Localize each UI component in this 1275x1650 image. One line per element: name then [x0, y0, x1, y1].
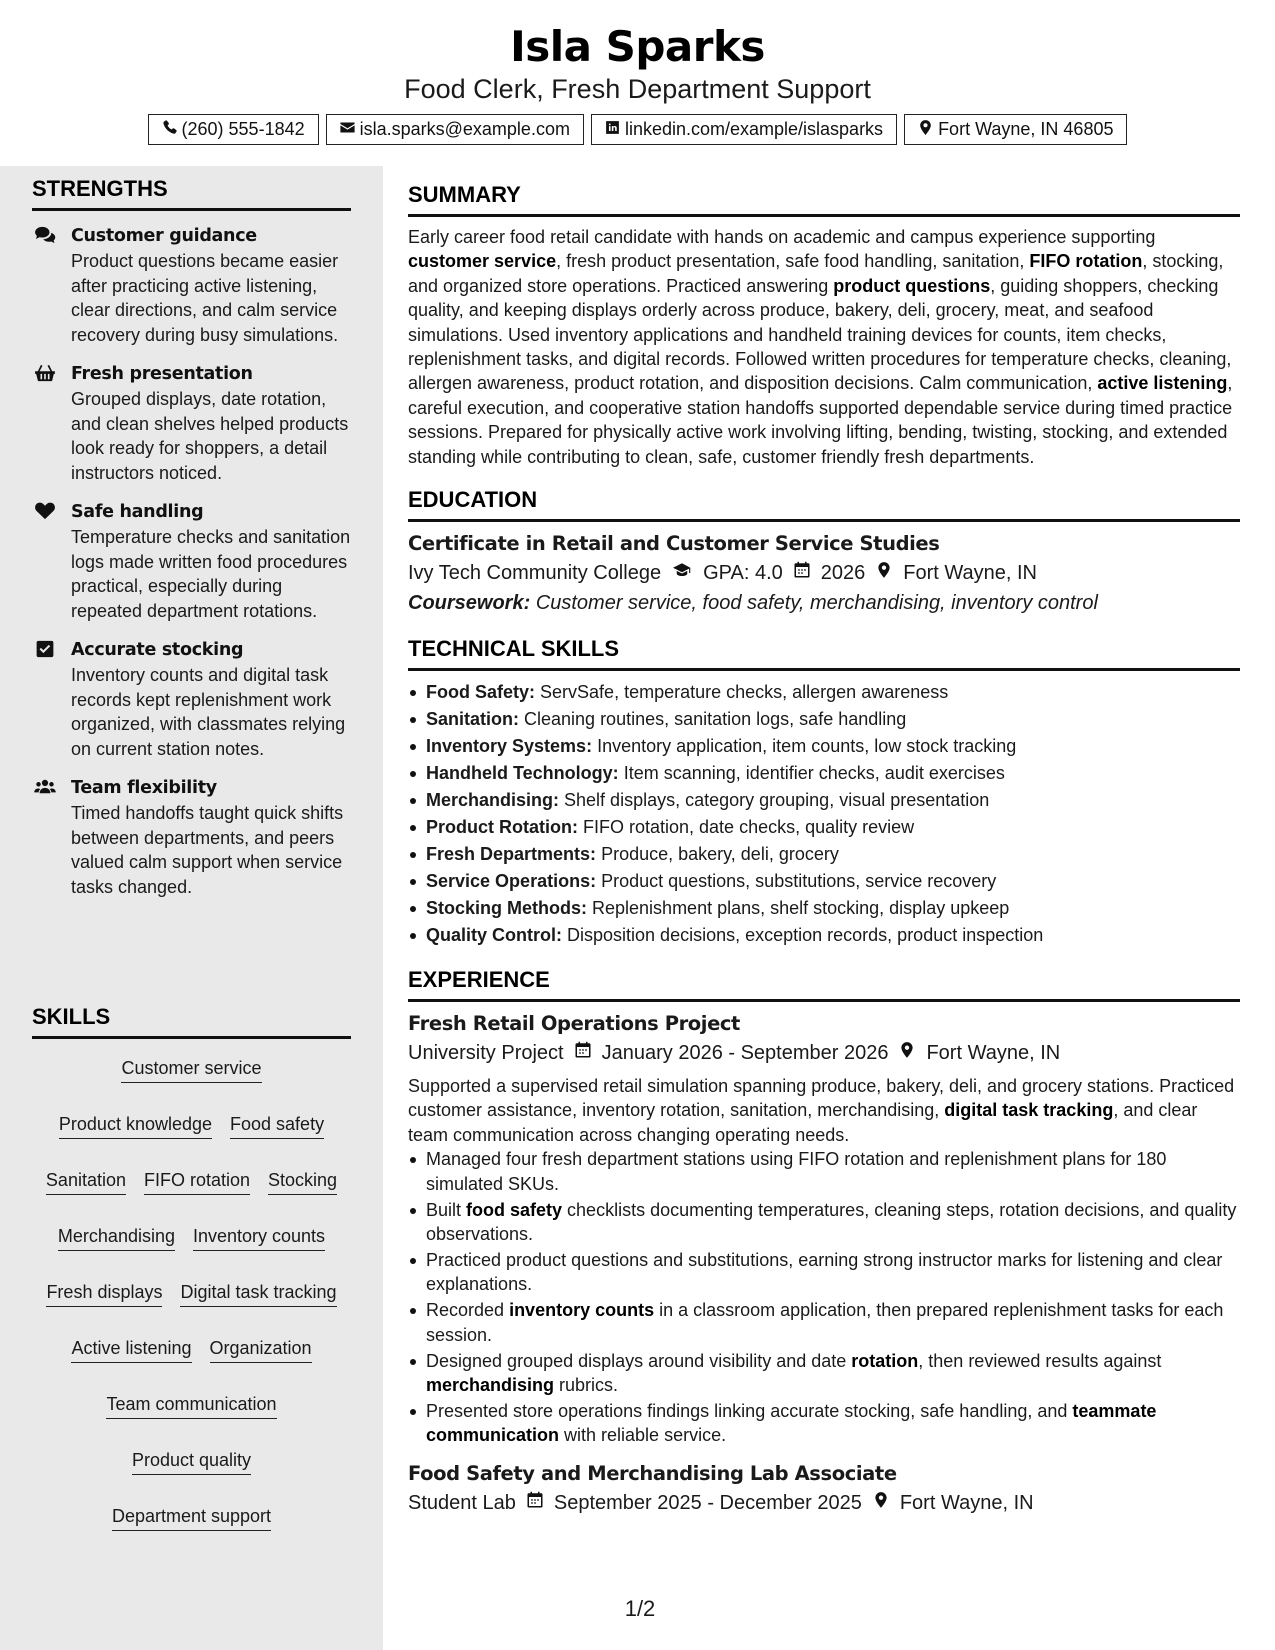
heart-icon: [34, 502, 56, 520]
skills-heading: SKILLS: [32, 1004, 351, 1039]
summary-text: Early career food retail candidate with hands on academic and campus experience supporting customer service, fresh product presentation, safe food handling, sanitation, FIFO rotation, stocking, and organized store operations. Practiced answering product questions, guiding shoppers, checking quality, and keeping displays orderly across produce, bakery, deli, grocery, meat, and seafood simulations. Used inventory applications and handheld training devices for counts, item checks, replenishment tasks, and digital records. Followed written procedures for temperature checks, cleaning, allergen awareness, product rotation, and disposition decisions. Calm communication, active listening, careful execution, and cooperative station handoffs supported dependable service during timed practice sessions. Prepared for physically active work involving lifting, bending, twisting, stocking, and extended standing while contributing to clean, safe, customer friendly fresh departments.: [408, 227, 1233, 467]
list-item: Quality Control: Disposition decisions, exception records, product inspection: [408, 922, 1240, 949]
candidate-name: Isla Sparks: [510, 22, 765, 71]
job-location: Fort Wayne, IN: [899, 1491, 1034, 1514]
coursework-text: Customer service, food safety, merchandising, inventory control: [535, 592, 1098, 615]
technical-skills-heading: TECHNICAL SKILLS: [408, 636, 1240, 671]
skill-tag: Customer service: [121, 1057, 261, 1083]
list-item: Inventory Systems: Inventory application, item counts, low stock tracking: [408, 733, 1240, 760]
experience-heading: EXPERIENCE: [408, 967, 1240, 1002]
users-icon: [34, 778, 56, 796]
linkedin-text: linkedin.com/example/islasparks: [624, 119, 884, 139]
list-item: Service Operations: Product questions, substitutions, service recovery: [408, 868, 1240, 895]
experience-section: [408, 967, 1240, 1518]
skill-tag: Team communication: [106, 1393, 276, 1419]
summary-heading: SUMMARY: [408, 182, 1240, 217]
skill-tag: Product knowledge: [59, 1113, 212, 1139]
skill-tag: Food safety: [230, 1113, 324, 1139]
phone-icon: [161, 119, 182, 141]
job-entry: [408, 1460, 1240, 1518]
strength-text: Grouped displays, date rotation, and clean shelves helped products look ready for shoppers, a detail instructors noticed.: [71, 389, 349, 483]
strength-text: Timed handoffs taught quick shifts between departments, and peers valued calm support when service tasks changed.: [71, 803, 344, 897]
list-item: Designed grouped displays around visibility and date rotation, then reviewed results against merchandising rubrics.: [408, 1349, 1240, 1398]
job-org: University Project: [408, 1042, 564, 1065]
basket-icon: [34, 364, 56, 382]
list-item: Stocking Methods: Replenishment plans, shelf stocking, display upkeep: [408, 895, 1240, 922]
school-location: Fort Wayne, IN: [903, 562, 1037, 585]
resume-header: [0, 0, 1275, 166]
education-meta: [408, 558, 1240, 588]
job-bullets: [408, 1147, 1240, 1447]
strength-text: Product questions became easier after practicing active listening, clear directions, and calm service recovery during busy simulations.: [71, 251, 339, 345]
job-org: Student Lab: [408, 1491, 516, 1514]
skill-tag: Product quality: [132, 1449, 251, 1475]
school-name: Ivy Tech Community College: [408, 562, 662, 585]
summary-section: [408, 182, 1240, 469]
strength-text: Temperature checks and sanitation logs made written food procedures practical, especially during repeated department rotations.: [71, 527, 351, 621]
skill-tag: Stocking: [268, 1169, 337, 1195]
page-number: 1/2: [624, 1596, 656, 1621]
list-item: Product Rotation: FIFO rotation, date checks, quality review: [408, 814, 1240, 841]
location-text: Fort Wayne, IN 46805: [938, 119, 1114, 139]
phone-text: (260) 555-1842: [181, 119, 305, 139]
education-heading: EDUCATION: [408, 487, 1240, 522]
map-pin-icon: [865, 558, 903, 588]
job-dates: January 2026 - September 2026: [601, 1042, 889, 1065]
list-item: Practiced product questions and substitutions, earning strong instructor marks for listening and clear explanations.: [408, 1248, 1240, 1297]
job-meta: [408, 1488, 1240, 1518]
gpa-text: GPA: 4.0: [703, 562, 783, 585]
skill-tag: Fresh displays: [46, 1281, 162, 1307]
job-location: Fort Wayne, IN: [926, 1042, 1061, 1065]
strength-item: [32, 499, 351, 623]
contact-phone[interactable]: [148, 114, 319, 145]
contact-linkedin[interactable]: [591, 114, 897, 145]
map-pin-icon: [917, 119, 938, 141]
contact-bar: [0, 114, 1275, 145]
comments-icon: [34, 226, 56, 244]
map-pin-icon: [888, 1038, 926, 1068]
strength-title: Customer guidance: [71, 226, 257, 246]
strength-title: Team flexibility: [71, 778, 217, 798]
list-item: Recorded inventory counts in a classroom application, then prepared replenishment tasks for each session.: [408, 1298, 1240, 1347]
strength-title: Accurate stocking: [71, 640, 244, 660]
skill-tag: Organization: [210, 1337, 312, 1363]
job-dates: September 2025 - December 2025: [553, 1491, 862, 1514]
list-item: Presented store operations findings linking accurate stocking, safe handling, and teammate communication with reliable service.: [408, 1399, 1240, 1448]
contact-location[interactable]: [904, 114, 1127, 145]
skill-tag: Digital task tracking: [180, 1281, 336, 1307]
strength-text: Inventory counts and digital task records kept replenishment work organized, with classmates relying on current station notes.: [71, 665, 346, 759]
strength-title: Safe handling: [71, 502, 204, 522]
strength-title: Fresh presentation: [71, 364, 253, 384]
list-item: Fresh Departments: Produce, bakery, deli, grocery: [408, 841, 1240, 868]
technical-skills-list: [408, 679, 1240, 949]
job-title: Fresh Retail Operations Project: [408, 1012, 740, 1036]
skill-tag: Sanitation: [46, 1169, 126, 1195]
list-item: Managed four fresh department stations using FIFO rotation and replenishment plans for 180 simulated SKUs.: [408, 1147, 1240, 1196]
map-pin-icon: [862, 1488, 900, 1518]
degree-title: Certificate in Retail and Customer Service Studies: [408, 532, 940, 556]
job-description: Supported a supervised retail simulation spanning produce, bakery, deli, and grocery stations. Practiced customer assistance, inventory rotation, sanitation, merchandising, digital task tracking, and clear team communication across changing operating needs.: [408, 1076, 1235, 1145]
technical-skills-section: [408, 636, 1240, 949]
coursework-label: Coursework:: [408, 592, 531, 615]
sidebar: [0, 166, 383, 1650]
envelope-icon: [339, 119, 360, 141]
list-item: Sanitation: Cleaning routines, sanitation logs, safe handling: [408, 706, 1240, 733]
job-title: Food Safety and Merchandising Lab Associate: [408, 1461, 897, 1485]
calendar-icon: [516, 1488, 554, 1518]
skill-tag: Department support: [112, 1505, 271, 1531]
list-item: Merchandising: Shelf displays, category grouping, visual presentation: [408, 787, 1240, 814]
skill-tag: Active listening: [71, 1337, 191, 1363]
graduation-year: 2026: [820, 562, 866, 585]
strength-item: [32, 361, 351, 485]
calendar-icon: [783, 558, 821, 588]
candidate-title: Food Clerk, Fresh Department Support: [404, 74, 871, 104]
list-item: Built food safety checklists documenting temperatures, cleaning steps, rotation decisions, and quality observations.: [408, 1198, 1240, 1247]
linkedin-icon: [604, 119, 625, 141]
skills-list: [32, 1039, 351, 1531]
graduation-cap-icon: [661, 558, 703, 588]
skills-section: [32, 1004, 351, 1531]
email-text: isla.sparks@example.com: [359, 119, 570, 139]
strength-item: [32, 637, 351, 761]
main-content: [408, 166, 1240, 1518]
strength-item: [32, 223, 351, 347]
education-section: [408, 487, 1240, 618]
calendar-icon: [564, 1038, 602, 1068]
list-item: Handheld Technology: Item scanning, identifier checks, audit exercises: [408, 760, 1240, 787]
skill-tag: Merchandising: [58, 1225, 175, 1251]
strengths-heading: STRENGTHS: [32, 176, 351, 211]
skill-tag: FIFO rotation: [144, 1169, 250, 1195]
coursework-line: [408, 588, 1240, 618]
strength-item: [32, 775, 351, 899]
job-meta: [408, 1038, 1240, 1068]
check-square-icon: [34, 640, 56, 658]
strengths-section: [32, 176, 351, 913]
contact-email[interactable]: [326, 114, 584, 145]
job-entry: [408, 1010, 1240, 1448]
skill-tag: Inventory counts: [193, 1225, 325, 1251]
list-item: Food Safety: ServSafe, temperature checks, allergen awareness: [408, 679, 1240, 706]
